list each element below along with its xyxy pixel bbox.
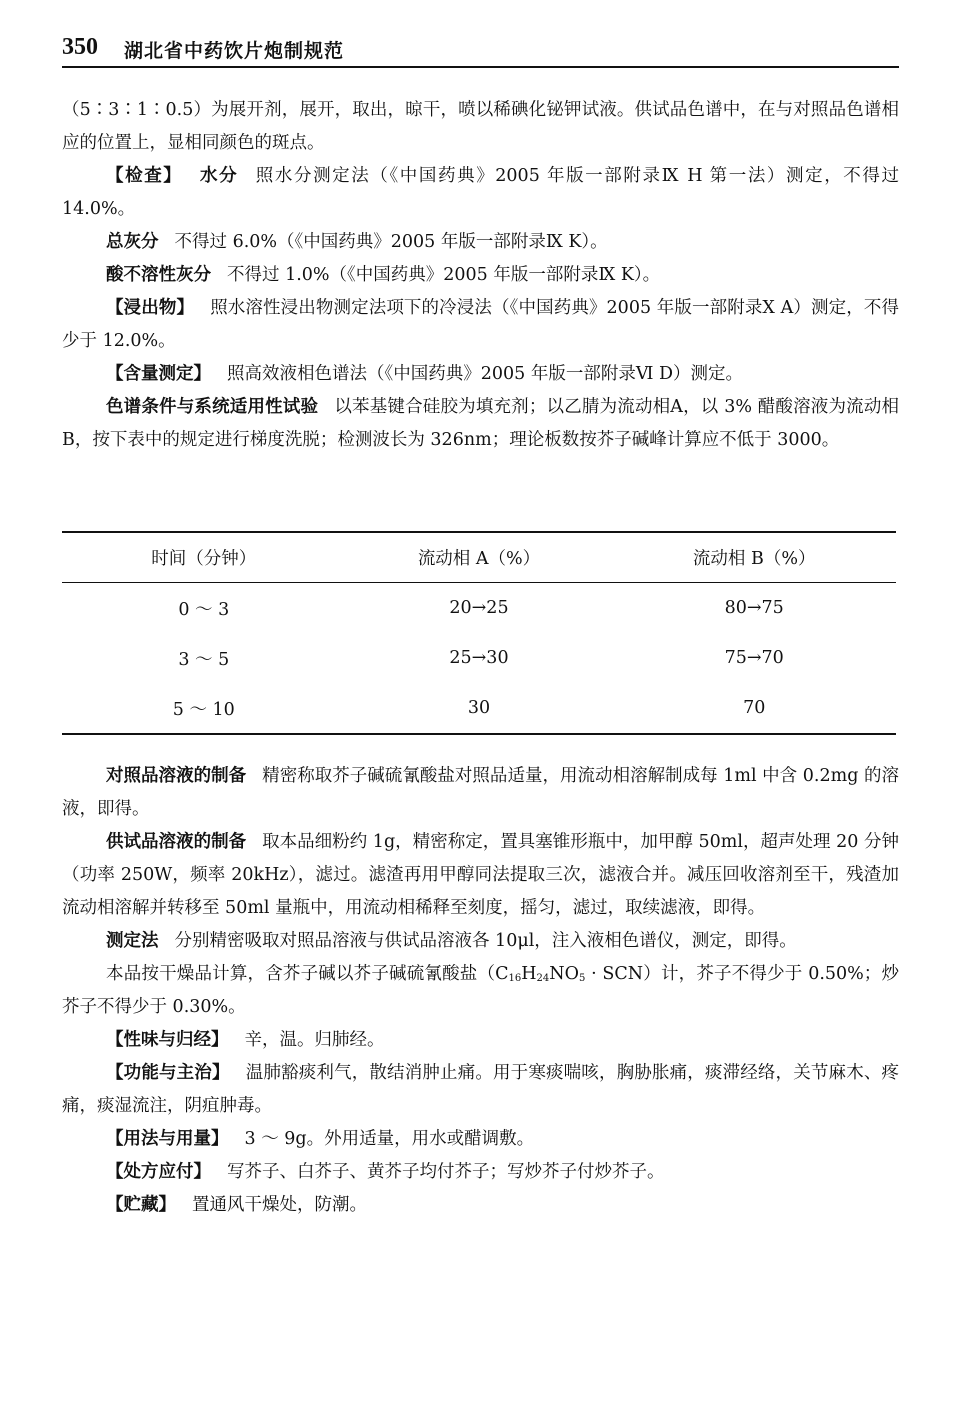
subsection-heading: 供试品溶液的制备 — [106, 832, 247, 852]
book-title: 湖北省中药饮片炮制规范 — [124, 40, 345, 62]
table-cell: 25→30 — [449, 648, 509, 668]
section-heading: 【用法与用量】 — [106, 1129, 229, 1149]
header-rule — [62, 66, 899, 68]
paragraph-acid-insoluble-ash — [62, 259, 899, 292]
table-row — [62, 683, 896, 734]
paragraph-text: 温肺豁痰利气，散结消肿止痛。用于寒痰喘咳，胸胁胀痛，痰滞经络，关节麻木、疼痛，痰湿流注，阴疽肿毒。 — [62, 1063, 900, 1116]
paragraph-text: 分别精密吸取对照品溶液与供试品溶液各 10μl，注入液相色谱仪，测定，即得。 — [174, 931, 797, 951]
page-number: 350 — [62, 34, 98, 60]
text-block-lower — [62, 760, 899, 1222]
paragraph-text: 3 ～ 9g。外用适量，用水或醋调敷。 — [244, 1129, 535, 1149]
table-cell: 30 — [467, 698, 491, 718]
paragraph-text: 以苯基键合硅胶为填充剂；以乙腈为流动相A，以 3% 醋酸溶液为流动相 B，按下表中的规定进行梯度洗脱；检测波长为 326nm；理论板数按芥子碱峰计算应不低于 3000。 — [62, 397, 900, 450]
paragraph-extractives — [62, 292, 899, 358]
formula-subscript: 24 — [536, 973, 550, 984]
section-heading: 【功能与主治】 — [106, 1063, 230, 1083]
table-cell: 0 ～ 3 — [178, 599, 230, 620]
table-cell: 75→70 — [724, 648, 784, 668]
paragraph-text: 不得过 1.0%（《中国药典》2005 年版一部附录Ⅸ K）。 — [227, 265, 661, 285]
section-heading: 【贮藏】 — [106, 1195, 176, 1215]
paragraph-storage — [62, 1189, 899, 1222]
section-heading: 【性味与归经】 — [106, 1030, 229, 1050]
paragraph-inspection-moisture — [62, 160, 899, 226]
subsection-heading: 测定法 — [106, 931, 159, 951]
paragraph-chromatographic-conditions — [62, 391, 899, 457]
paragraph-reference-solution — [62, 760, 899, 826]
paragraph-procedure — [62, 925, 899, 958]
subsection-heading: 酸不溶性灰分 — [106, 265, 211, 285]
table-header-cell: 流动相 B（%） — [692, 549, 816, 569]
subsection-heading: 色谱条件与系统适用性试验 — [106, 397, 319, 417]
subsection-heading: 总灰分 — [106, 232, 159, 252]
formula-subscript: 16 — [508, 973, 522, 984]
paragraph-text: （5∶3∶1∶0.5）为展开剂，展开，取出，晾干，喷以稀碘化铋钾试液。供试品色谱中，在与对照品色谱相应的位置上，显相同颜色的斑点。 — [62, 100, 899, 153]
paragraph-text: 取本品细粉约 1g，精密称定，置具塞锥形瓶中，加甲醇 50ml，超声处理 20 分钟（功率 250W，频率 20kHz），滤过。滤渣再用甲醇同法提取三次，滤液合并。减压回收溶剂至干，残渣加流动相溶解并转移至 50ml 量瓶中，用流动相稀释至刻度，摇匀，滤过，取续滤液，即得。 — [62, 832, 899, 918]
section-heading: 【处方应付】 — [106, 1162, 211, 1182]
formula-part: NO — [549, 964, 579, 984]
paragraph-text: 不得过 6.0%（《中国药典》2005 年版一部附录Ⅸ K）。 — [174, 232, 608, 252]
page-header — [62, 26, 899, 68]
paragraph-text: 照水分测定法（《中国药典》2005 年版一部附录Ⅸ H 第一法）测定，不得过 14.0%。 — [62, 166, 900, 219]
table-header-cell: 流动相 A（%） — [417, 549, 541, 569]
table-header-cell: 时间（分钟） — [151, 549, 257, 569]
table-cell: 5 ～ 10 — [172, 699, 235, 720]
table-cell: 80→75 — [724, 598, 784, 618]
paragraph-text: 精密称取芥子碱硫氰酸盐对照品适量，用流动相溶解制成每 1ml 中含 0.2mg 的溶液，即得。 — [62, 766, 900, 819]
paragraph-text: 写芥子、白芥子、黄芥子均付芥子；写炒芥子付炒芥子。 — [227, 1162, 665, 1182]
paragraph-text: 辛，温。归肺经。 — [244, 1030, 385, 1050]
section-heading: 【检查】 — [106, 166, 183, 186]
subsection-heading: 水分 — [198, 166, 239, 186]
table-cell: 20→25 — [449, 598, 509, 618]
text-block-upper — [62, 94, 899, 457]
paragraph-test-solution — [62, 826, 899, 925]
paragraph-text: 本品按干燥品计算，含芥子碱以芥子碱硫氰酸盐（C — [106, 964, 509, 984]
formula-subscript: 5 — [578, 973, 586, 984]
subsection-heading: 对照品溶液的制备 — [106, 766, 247, 786]
paragraph-usage-dosage — [62, 1123, 899, 1156]
paragraph-text: 照高效液相色谱法（《中国药典》2005 年版一部附录Ⅵ D）测定。 — [227, 364, 744, 384]
paragraph-properties-meridian — [62, 1024, 899, 1057]
table-cell: 3 ～ 5 — [178, 649, 230, 670]
paragraph-text: · SCN）计，芥子不得少于 0.50%；炒芥子不得少于 0.30%。 — [62, 964, 899, 1017]
paragraph-prescription-dispensing — [62, 1156, 899, 1189]
gradient-table — [62, 531, 896, 735]
table-row — [62, 583, 896, 634]
formula-part: H — [521, 964, 537, 984]
paragraph-assay — [62, 358, 899, 391]
table-row — [62, 633, 896, 683]
paragraph-text: 置通风干燥处，防潮。 — [192, 1195, 367, 1215]
paragraph-content-limit — [62, 958, 899, 1024]
paragraph-text: 照水溶性浸出物测定法项下的冷浸法（《中国药典》2005 年版一部附录Ⅹ A）测定，不得少于 12.0%。 — [62, 298, 900, 351]
paragraph-functions-indications — [62, 1057, 899, 1123]
section-heading: 【浸出物】 — [106, 298, 195, 318]
paragraph-tlc-continuation — [62, 94, 899, 160]
section-heading: 【含量测定】 — [106, 364, 211, 384]
table-header-row — [62, 532, 896, 583]
table-cell: 70 — [743, 698, 766, 718]
paragraph-total-ash — [62, 226, 899, 259]
